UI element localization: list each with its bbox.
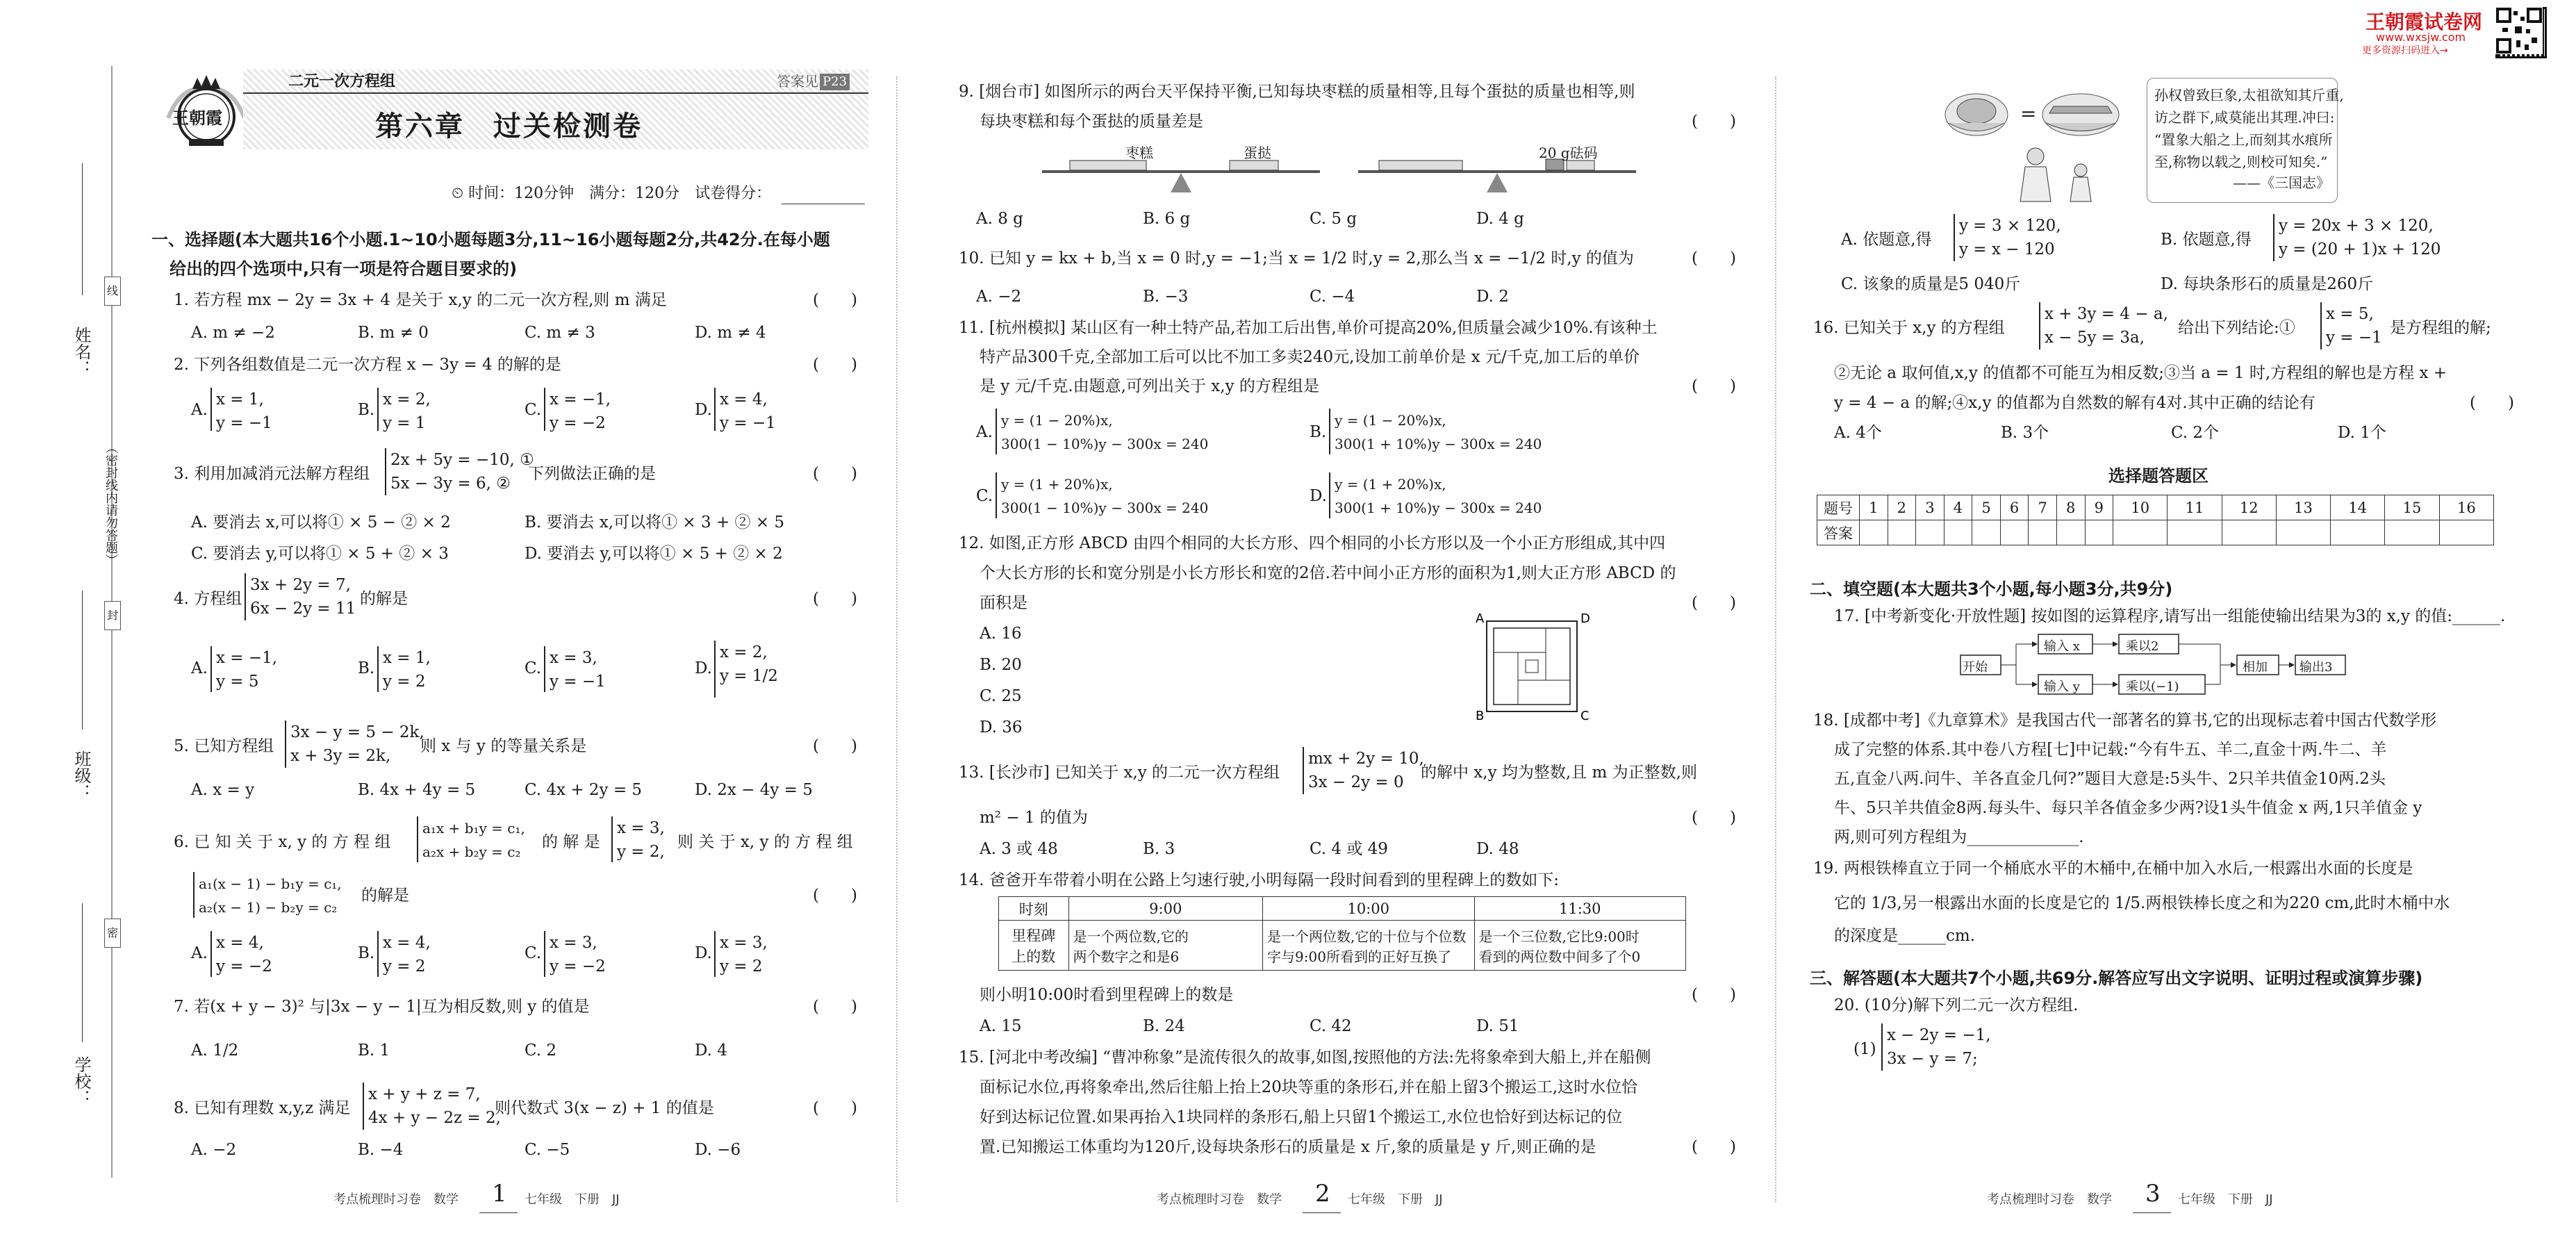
q4-option-c: x = 3, y = −1 (544, 646, 606, 692)
section2-heading: 二、填空题(本大题共3个小题,每小题3分,共9分) (1810, 579, 2173, 599)
q2-option-b-letter: B. (358, 401, 375, 419)
q11-option-d: y = (1 + 20%)x, 300(1 + 10%)y − 300x = 240 (1329, 472, 1542, 518)
q14-cell-10: 是一个两位数,它的十位与个位数 字与9:00所看到的正好互换了 (1263, 921, 1474, 971)
q6-stem: 6. 已 知 关 于 x, y 的 方 程 组 (174, 833, 391, 851)
q10-option-c: C. −4 (1310, 288, 1355, 306)
q12-option-c: C. 25 (980, 687, 1022, 705)
q14-header-10: 10:00 (1263, 897, 1474, 921)
brand-note: 更多资源扫码进入→ (2362, 45, 2448, 56)
q6-option-c: x = 3, y = −2 (544, 931, 606, 977)
q4-option-b: x = 1, y = 2 (377, 646, 431, 692)
q14-option-b: B. 24 (1143, 1017, 1185, 1035)
q14-header-1130: 11:30 (1474, 897, 1686, 921)
svg-text:A: A (1476, 611, 1485, 626)
q5-stem: 5. 已知方程组 (174, 737, 274, 755)
footer-2-underline (1303, 1212, 1341, 1213)
q6-system2: a₁(x − 1) − b₁y = c₁, a₂(x − 1) − b₂y = c₂ (193, 872, 342, 918)
q11-option-c-letter: C. (976, 487, 993, 505)
answer-grid-number: 8 (2056, 495, 2085, 520)
q13-line-2: m² − 1 的值为 (980, 809, 1088, 827)
q4-stem: 4. 方程组 (174, 590, 242, 608)
q15-line-1: 15. [河北中考改编] “曹冲称象”是流传很久的故事,如图,按照他的方法:先将象牵到大船上,并在船侧 (959, 1048, 1651, 1067)
answer-grid-number: 2 (1888, 495, 1916, 520)
q17-node-input-y: 输入 y (2044, 680, 2080, 694)
section1-heading: 一、选择题(本大题共16个小题.1~10小题每题3分,11~16小题每题2分,共42分.在每小题 (151, 230, 830, 249)
q14-question: 则小明10:00时看到里程碑上的数是 (980, 986, 1234, 1004)
q9-label-tart: 蛋挞 (1244, 145, 1271, 161)
q4-option-a-letter: A. (191, 659, 208, 677)
answer-grid-number: 5 (1972, 495, 2001, 520)
q11-option-a: y = (1 − 20%)x, 300(1 − 10%)y − 300x = 240 (996, 409, 1208, 454)
footer-3-underline (2133, 1212, 2171, 1213)
q15-cao-chong-illustration (1938, 73, 2147, 208)
q15-answer-bracket[interactable]: ( ) (1692, 1138, 1736, 1156)
q8-option-c: C. −5 (525, 1141, 570, 1159)
q2-option-c: x = −1, y = −2 (544, 388, 611, 431)
answer-grid-number: 16 (2439, 495, 2493, 520)
answer-grid-cell[interactable] (1916, 520, 1945, 545)
footer-2-page-number: 2 (1315, 1180, 1330, 1208)
q16-option-d: D. 1个 (2338, 424, 2386, 442)
answer-grid-cell[interactable] (2222, 520, 2276, 545)
q3-option-b: B. 要消去 x,可以将① × 3 + ② × 5 (525, 513, 785, 532)
q6-option-d: x = 3, y = 2 (714, 931, 768, 977)
q15-option-b-label: B. 依题意,得 (2161, 231, 2252, 249)
q12-line-2: 个大长方形的长和宽分别是小长方形长和宽的2倍.若中间小正方形的面积为1,则大正方形 ABCD 的 (980, 564, 1676, 582)
q3-system: 2x + 5y = −10, ① 5x − 3y = 6, ② (385, 448, 534, 495)
q2-option-c-letter: C. (525, 401, 542, 419)
q6-option-b-letter: B. (358, 944, 375, 962)
q7-option-b: B. 1 (358, 1042, 390, 1060)
answer-grid-number: 13 (2276, 495, 2330, 520)
section3-heading: 三、解答题(本大题共7个小题,共69分.解答应写出文字说明、证明过程或演算步骤) (1810, 969, 2423, 988)
answer-grid (1817, 495, 2494, 545)
answer-grid-cell[interactable] (2085, 520, 2113, 545)
q9-answer-bracket[interactable]: ( ) (1692, 113, 1736, 131)
q18-line-1: 18. [成都中考]《九章算术》是我国古代一部著名的算书,它的出现标志着中国古代数学形 (1813, 711, 2437, 730)
footer-1-page-number: 1 (492, 1180, 507, 1208)
answer-grid-number: 12 (2222, 495, 2276, 520)
footer-3-label: 考点梳理时习卷 数学 (1987, 1192, 2112, 1207)
q19-line-1: 19. 两根铁棒直立于同一个桶底水平的木桶中,在桶中加入水后,一根露出水面的长度是 (1813, 859, 2413, 878)
answer-grid-number: 4 (1944, 495, 1972, 520)
q6-answer-bracket[interactable]: ( ) (813, 887, 857, 905)
q15-option-c: C. 该象的质量是5 040斤 (1841, 275, 2021, 293)
q10-option-b: B. −3 (1143, 288, 1189, 306)
exam-meta: ⏲ 时间：120分钟 满分：120分 试卷得分： (452, 185, 772, 202)
q4-option-d: x = 2, y = 1/2 (714, 641, 778, 698)
answer-grid-cell[interactable] (1944, 520, 1972, 545)
q15-line-2: 面标记水位,再将象牵出,然后往船上抬上20块等重的条形石,并在船上留3个搬运工,这时水位恰 (980, 1078, 1638, 1096)
q20-stem: 20. (10分)解下列二元一次方程组. (1834, 996, 2079, 1014)
seal-mark-2: 封 (104, 601, 121, 630)
q2-option-b: x = 2, y = 1 (377, 388, 431, 431)
q16-stem: 16. 已知关于 x,y 的方程组 (1813, 319, 2005, 337)
q4-option-c-letter: C. (525, 659, 542, 677)
q6-tail2: 的解是 (361, 887, 409, 905)
section1-subheading: 给出的四个选项中,只有一项是符合题目要求的) (170, 259, 518, 279)
q1-option-b: B. m ≠ 0 (358, 324, 429, 342)
q4-option-a: x = −1, y = 5 (210, 646, 277, 692)
answer-page-badge: P23 (820, 74, 850, 90)
q3-stem: 3. 利用加减消元法解方程组 (174, 465, 370, 483)
answer-grid-cell[interactable] (2029, 520, 2057, 545)
q6-option-b: x = 4, y = 2 (377, 931, 431, 977)
page-title: 过关检测卷 (493, 110, 643, 142)
q1-answer-bracket[interactable]: ( ) (813, 291, 857, 309)
q17-stem: 17. [中考新变化·开放性题] 按如图的运算程序,请写出一组能使输出结果为3的 x,y 的值:______. (1834, 607, 2506, 625)
q1-option-d: D. m ≠ 4 (695, 324, 766, 342)
q3-tail: 下列做法正确的是 (528, 465, 656, 483)
answer-grid-number: 10 (2113, 495, 2168, 520)
q5-tail: 则 x 与 y 的等量关系是 (420, 737, 587, 755)
q2-answer-bracket[interactable]: ( ) (813, 356, 857, 374)
q17-node-output: 输出3 (2300, 660, 2333, 675)
q13-option-b: B. 3 (1143, 840, 1175, 858)
q16-mid: 给出下列结论:① (2178, 319, 2295, 337)
q9-option-a: A. 8 g (976, 210, 1023, 228)
q12-option-a: A. 16 (980, 625, 1022, 643)
seal-mark-3: 密 (104, 919, 121, 948)
answer-ref: 答案见 (777, 73, 818, 90)
q14-option-c: C. 42 (1310, 1017, 1352, 1035)
q4-tail: 的解是 (360, 590, 408, 608)
q2-option-a: x = 1, y = −1 (210, 388, 272, 431)
answer-grid-cell[interactable] (2439, 520, 2493, 545)
q5-option-a: A. x = y (191, 781, 255, 799)
q3-option-c: C. 要消去 y,可以将① × 5 + ② × 3 (191, 545, 449, 563)
q9-label-weight: 20 g砝码 (1539, 145, 1598, 161)
answer-grid-row-label: 题号 (1817, 495, 1860, 520)
q12-square-diagram (1473, 611, 1598, 723)
q5-system: 3x − y = 5 − 2k, x + 3y = 2k, (285, 721, 424, 768)
q16-solution: x = 5, y = −1 (2320, 302, 2382, 349)
q14-header-time: 时刻 (999, 897, 1069, 921)
q6-solution: x = 3, y = 2, (611, 816, 665, 862)
q11-line-2: 特产品300千克,全部加工后可以比不加工多卖240元,设加工前单价是 x 元/千克,加工后的单价 (980, 348, 1640, 366)
q7-answer-bracket[interactable]: ( ) (813, 998, 857, 1016)
q3-answer-bracket[interactable]: ( ) (813, 465, 857, 483)
footer-1-grade: 七年级 下册 JJ (525, 1192, 620, 1207)
q10-option-a: A. −2 (976, 288, 1022, 306)
q15-line-4: 置.已知搬运工体重均为120斤,设每块条形石的质量是 x 斤,象的质量是 y 斤,则正确的是 (980, 1138, 1596, 1156)
q12-line-3: 面积是 (980, 594, 1027, 612)
q14-cell-9: 是一个两位数,它的 两个数字之和是6 (1068, 921, 1263, 971)
q8-system: x + y + z = 7, 4x + y − 2z = 2, (363, 1083, 501, 1130)
footer-2-grade: 七年级 下册 JJ (1348, 1192, 1443, 1207)
name-label: 姓名： (72, 327, 91, 377)
q16-option-a: A. 4个 (1834, 424, 1882, 442)
class-underline (82, 591, 83, 730)
q1-stem: 1. 若方程 mx − 2y = 3x + 4 是关于 x,y 的二元一次方程,则 m 满足 (174, 291, 667, 309)
answer-grid-answer-label: 答案 (1817, 520, 1860, 545)
q6-mid: 的 解 是 (542, 833, 600, 851)
q2-option-a-letter: A. (191, 401, 208, 419)
q14-stem: 14. 爸爸开车带着小明在公路上匀速行驶,小明每隔一段时间看到的里程碑上的数如下: (959, 871, 1559, 889)
q16-answer-bracket[interactable]: ( ) (2470, 394, 2514, 412)
q14-row-label: 里程碑 上的数 (999, 921, 1069, 971)
answer-grid-cell[interactable] (1860, 520, 1888, 545)
q15-option-a-label: A. 依题意,得 (1841, 231, 1932, 249)
q13-option-c: C. 4 或 49 (1310, 840, 1388, 858)
q7-option-d: D. 4 (695, 1042, 727, 1060)
q9-option-c: C. 5 g (1310, 210, 1357, 228)
q19-line-2: 它的 1/3,另一根露出水面的长度是它的 1/5.两根铁棒长度之和为220 cm,此时木桶中水 (1834, 894, 2450, 912)
q5-answer-bracket[interactable]: ( ) (813, 737, 857, 755)
q4-system: 3x + 2y = 7, 6x − 2y = 11 (245, 573, 356, 620)
answer-grid-number: 7 (2029, 495, 2057, 520)
q12-option-d: D. 36 (980, 718, 1023, 736)
answer-grid-number: 14 (2331, 495, 2385, 520)
q8-option-d: D. −6 (695, 1141, 741, 1159)
q16-system: x + 3y = 4 − a, x − 5y = 3a, (2039, 302, 2168, 349)
q8-stem: 8. 已知有理数 x,y,z 满足 (174, 1099, 351, 1117)
q16-option-c: C. 2个 (2171, 424, 2220, 442)
q12-line-1: 12. 如图,正方形 ABCD 由四个相同的大长方形、四个相同的小长方形以及一个小正方形组成,其中四 (959, 534, 1666, 552)
q3-option-d: D. 要消去 y,可以将① × 5 + ② × 2 (525, 545, 783, 563)
q14-option-a: A. 15 (980, 1017, 1022, 1035)
answer-grid-cell[interactable] (2000, 520, 2029, 545)
q6-option-a-letter: A. (191, 944, 208, 962)
answer-grid-number: 15 (2385, 495, 2439, 520)
answer-grid-cell[interactable] (2056, 520, 2085, 545)
q15-option-d: D. 每块条形石的质量是260斤 (2161, 275, 2374, 293)
footer-1-label: 考点梳理时习卷 数学 (333, 1192, 459, 1207)
q11-option-a-letter: A. (976, 423, 993, 441)
seal-mark-1: 线 (104, 277, 121, 306)
q1-option-a: A. m ≠ −2 (191, 324, 275, 342)
q9-option-b: B. 6 g (1143, 210, 1191, 228)
q11-option-b: y = (1 − 20%)x, 300(1 + 10%)y − 300x = 240 (1329, 409, 1542, 454)
q17-node-times-2: 乘以2 (2126, 639, 2159, 654)
class-label: 班级： (72, 750, 91, 800)
q19-line-3: 的深度是______cm. (1834, 927, 1976, 945)
q15-line-3: 好到达标记位置.如果再抬入1块同样的条形石,船上只留1个搬运工,水位也恰好到达标记的位 (980, 1108, 1623, 1126)
q9-option-d: D. 4 g (1476, 210, 1524, 228)
q5-option-c: C. 4x + 2y = 5 (525, 781, 643, 799)
q14-header-9: 9:00 (1068, 897, 1263, 921)
q8-option-a: A. −2 (191, 1141, 237, 1159)
q18-line-3: 五,直金八两.问牛、羊各直金几何?”题目大意是:5头牛、2只羊共值金10两.2头 (1834, 770, 2386, 788)
svg-text:=: = (2020, 102, 2037, 125)
svg-text:D: D (1580, 611, 1590, 626)
q9-stem-2: 每块枣糕和每个蛋挞的质量差是 (980, 113, 1203, 131)
q14-option-d: D. 51 (1476, 1017, 1519, 1035)
answer-grid-cell[interactable] (2276, 520, 2330, 545)
q2-option-d: x = 4, y = −1 (714, 388, 776, 431)
page-divider-2 (1775, 76, 1776, 1202)
q20-system: x − 2y = −1, 3x − y = 7; (1881, 1023, 1991, 1071)
answer-area-title: 选择题答题区 (2108, 466, 2208, 486)
qr-code-icon[interactable] (2495, 7, 2547, 58)
school-underline (82, 903, 83, 1042)
q13-option-a: A. 3 或 48 (980, 840, 1058, 858)
q9-stem-1: 9. [烟台市] 如图所示的两台天平保持平衡,已知每块枣糕的质量相等,且每个蛋挞的质量也相等,则 (959, 83, 1635, 101)
q16-line-3: y = 4 − a 的解;④x,y 的值都为自然数的解有4对.其中正确的结论有 (1834, 394, 2315, 412)
q15-quote-box: 孙权曾致巨象,太祖欲知其斤重, 访之群下,咸莫能出其理.冲曰: “置象大船之上,而刻其水痕所 至,称物以载之,则校可知矣.” ——《三国志》 (2147, 78, 2338, 203)
q13-tail: 的解中 x,y 均为整数,且 m 为正整数,则 (1421, 764, 1697, 782)
q18-line-2: 成了完整的体系.其中卷八方程[七]中记载:“今有牛五、羊二,直金十两.牛二、羊 (1834, 741, 2387, 759)
answer-grid-cell[interactable] (1888, 520, 1916, 545)
answer-grid-number: 1 (1860, 495, 1888, 520)
logo-text: 王朝霞 (172, 108, 222, 128)
q17-node-add: 相加 (2243, 660, 2268, 675)
q14-cell-1130: 是一个三位数,它比9:00时 看到的两位数中间多了个0 (1474, 921, 1686, 971)
q1-option-c: C. m ≠ 3 (525, 324, 595, 342)
q5-option-d: D. 2x − 4y = 5 (695, 781, 813, 799)
q17-node-input-x: 输入 x (2044, 639, 2080, 654)
q13-stem: 13. [长沙市] 已知关于 x,y 的二元一次方程组 (959, 764, 1280, 782)
q6-option-c-letter: C. (525, 944, 542, 962)
q16-tail: 是方程组的解; (2390, 319, 2491, 337)
q8-tail: 则代数式 3(x − z) + 1 的值是 (495, 1099, 714, 1117)
brand-name: 王朝霞试卷网 (2366, 10, 2483, 33)
q15-option-a: y = 3 × 120, y = x − 120 (1954, 214, 2061, 261)
q14-answer-bracket[interactable]: ( ) (1692, 986, 1736, 1004)
seal-notice: （密封线内请勿答题） (104, 441, 118, 566)
q6-option-a: x = 4, y = −2 (210, 931, 272, 977)
footer-3-page-number: 3 (2145, 1180, 2161, 1208)
q10-option-d: D. 2 (1476, 288, 1509, 306)
q5-option-b: B. 4x + 4y = 5 (358, 781, 476, 799)
q12-answer-bracket[interactable]: ( ) (1692, 594, 1736, 612)
footer-3-grade: 七年级 下册 JJ (2178, 1192, 2273, 1207)
q4-option-d-letter: D. (695, 659, 712, 677)
answer-grid-cell[interactable] (2385, 520, 2439, 545)
answer-grid-number: 3 (1916, 495, 1945, 520)
name-underline (82, 163, 83, 295)
q11-line-1: 11. [杭州模拟] 某山区有一种土特产品,若加工后出售,单价可提高20%,但质量会减少10%.有该种土 (959, 319, 1658, 337)
answer-grid-cell[interactable] (1972, 520, 2001, 545)
q3-option-a: A. 要消去 x,可以将① × 5 − ② × 2 (191, 513, 451, 532)
chapter-label: 第六章 (375, 110, 465, 142)
q10-stem: 10. 已知 y = kx + b,当 x = 0 时,y = −1;当 x = 1/2 时,y = 2,那么当 x = −1/2 时,y 的值为 (959, 249, 1634, 267)
header-rule (243, 92, 868, 94)
q11-answer-bracket[interactable]: ( ) (1692, 377, 1736, 395)
q18-line-4: 牛、5只羊共值金8两.每头牛、每只羊各值金多少两?设1头牛值金 x 两,1只羊值金 y (1834, 799, 2422, 817)
q20-part-1: (1) (1853, 1040, 1876, 1058)
q16-option-b: B. 3个 (2001, 424, 2049, 442)
q10-answer-bracket[interactable]: ( ) (1692, 249, 1736, 267)
q4-answer-bracket[interactable]: ( ) (813, 590, 857, 608)
q17-node-times-neg1: 乘以(−1) (2126, 680, 2179, 694)
brand-url: www.wxsjw.com (2376, 31, 2466, 44)
q11-line-3: 是 y 元/千克.由题意,可列出关于 x,y 的方程组是 (980, 377, 1319, 395)
q11-option-c: y = (1 + 20%)x, 300(1 − 10%)y − 300x = 240 (996, 472, 1208, 518)
q11-option-d-letter: D. (1310, 487, 1327, 505)
answer-grid-number: 11 (2168, 495, 2222, 520)
topic-label: 二元一次方程组 (288, 72, 396, 90)
svg-text:B: B (1476, 709, 1485, 723)
q17-node-start: 开始 (1963, 660, 1988, 675)
q6-system: a₁x + b₁y = c₁, a₂x + b₂y = c₂ (417, 816, 525, 862)
answer-grid-cell[interactable] (2168, 520, 2222, 545)
q6-option-d-letter: D. (695, 944, 712, 962)
q16-line-2: ②无论 a 取何值,x,y 的值都不可能互为相反数;③当 a = 1 时,方程组的解也是方程 x + (1834, 364, 2447, 382)
footer-2-label: 考点梳理时习卷 数学 (1157, 1192, 1282, 1207)
school-label: 学校： (72, 1056, 91, 1106)
q13-option-d: D. 48 (1476, 840, 1519, 858)
footer-1-underline (479, 1212, 518, 1213)
q12-option-b: B. 20 (980, 656, 1022, 674)
answer-grid-cell[interactable] (2331, 520, 2385, 545)
q7-stem: 7. 若(x + y − 3)² 与|3x − y − 1|互为相反数,则 y 的值是 (174, 998, 590, 1016)
q6-tail: 则 关 于 x, y 的 方 程 组 (677, 833, 853, 851)
q7-option-a: A. 1/2 (191, 1042, 239, 1060)
q4-option-b-letter: B. (358, 659, 375, 677)
q2-stem: 2. 下列各组数值是二元一次方程 x − 3y = 4 的解的是 (174, 356, 561, 374)
q9-balance-1 (1042, 142, 1320, 201)
q18-line-5: 两,则可列方程组为______________. (1834, 828, 2084, 846)
answer-grid-cell[interactable] (2113, 520, 2168, 545)
answer-grid-number: 6 (2000, 495, 2029, 520)
answer-grid-number: 9 (2085, 495, 2113, 520)
q2-option-d-letter: D. (695, 401, 712, 419)
q11-option-b-letter: B. (1310, 423, 1327, 441)
q13-system: mx + 2y = 10, 3x − 2y = 0 (1303, 747, 1424, 794)
q8-answer-bracket[interactable]: ( ) (813, 1099, 857, 1117)
q15-option-b: y = 20x + 3 × 120, y = (20 + 1)x + 120 (2273, 214, 2441, 261)
q8-option-b: B. −4 (358, 1141, 404, 1159)
q14-milestone-table (998, 896, 1686, 971)
q13-answer-bracket[interactable]: ( ) (1692, 809, 1736, 827)
svg-text:C: C (1580, 709, 1590, 723)
page-divider-1 (896, 76, 898, 1202)
q7-option-c: C. 2 (525, 1042, 557, 1060)
q9-label-jujube: 枣糕 (1125, 145, 1153, 161)
